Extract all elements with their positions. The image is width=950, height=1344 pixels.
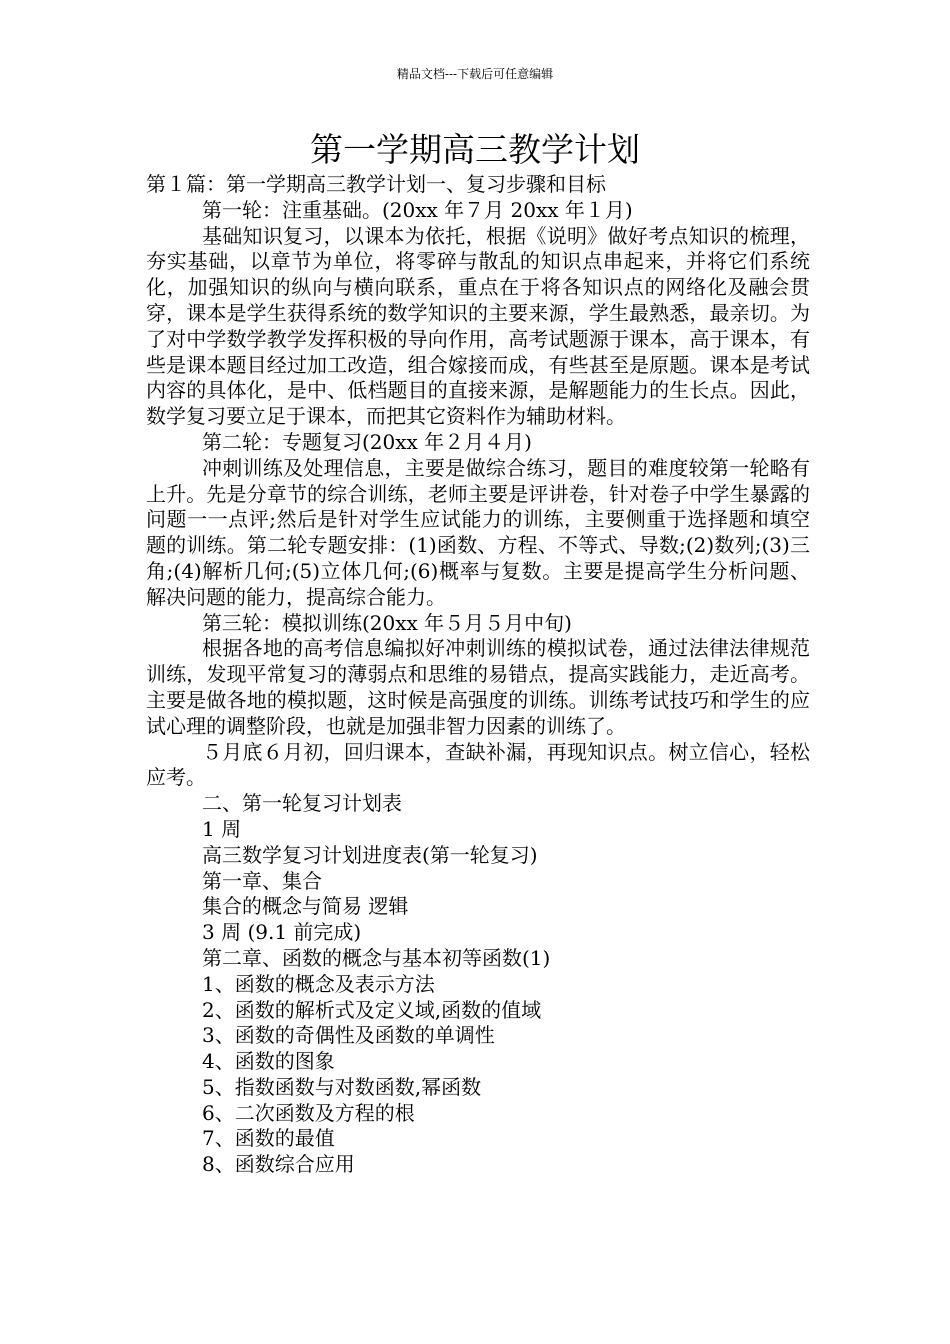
- chapter-heading: 第一章、集合: [202, 868, 322, 893]
- chapter-heading: 第二章、函数的概念与基本初等函数(1): [202, 945, 551, 970]
- list-item: 2、函数的解析式及定义域,函数的值域: [202, 997, 542, 1022]
- document-body: [146, 172, 810, 1178]
- round-2-paragraph: 冲刺训练及处理信息，主要是做综合练习，题目的难度较第一轮略有上升。先是分章节的综合训练，老师主要是评讲卷，针对卷子中学生暴露的问题一一点评;然后是针对学生应试能力的训练，主要侧重于选择题和填空题的训练。第二轮专题安排：(1)函数、方程、不等式、导数;(2)数列;(3)三角;(4)解析几何;(5)立体几何;(6)概率与复数。主要是提高学生分析问题、解决问题的能力，提高综合能力。: [146, 455, 810, 609]
- plan-heading: 二、第一轮复习计划表: [202, 791, 402, 816]
- plan-line: 3 周 (9.1 前完成): [202, 920, 362, 945]
- round-3-heading: 第三轮：模拟训练(20xx 年５月５月中旬): [202, 610, 572, 635]
- page-header: 精品文档---下载后可任意编辑: [396, 67, 554, 81]
- section-heading: 第１篇：第一学期高三教学计划一、复习步骤和目标: [146, 172, 606, 196]
- list-item: 6、二次函数及方程的根: [202, 1100, 415, 1125]
- list-item: 4、函数的图象: [202, 1049, 335, 1074]
- final-paragraph: ５月底６月初，回归课本，查缺补漏，再现知识点。树立信心，轻松应考。: [146, 739, 810, 790]
- plan-line: 1 周: [202, 816, 242, 841]
- list-item: 8、函数综合应用: [202, 1152, 355, 1177]
- list-item: 5、指数函数与对数函数,幂函数: [202, 1074, 482, 1099]
- list-item: 7、函数的最值: [202, 1126, 335, 1151]
- plan-line: 高三数学复习计划进度表(第一轮复习): [202, 842, 538, 867]
- list-item: 1、函数的概念及表示方法: [202, 971, 435, 996]
- list-item: 3、函数的奇偶性及函数的单调性: [202, 1023, 495, 1048]
- round-1-paragraph: 基础知识复习，以课本为依托，根据《说明》做好考点知识的梳理，夯实基础，以章节为单位，将零碎与散乱的知识点串起来，并将它们系统化，加强知识的纵向与横向联系，重点在于将各知识点的网络化及融会贯穿，课本是学生获得系统的数学知识的主要来源，学生最熟悉，最亲切。为了对中学数学教学发挥积极的导向作用，高考试题源于课本，高于课本，有些是课本题目经过加工改造，组合嫁接而成，有些甚至是原题。课本是考试内容的具体化，是中、低档题目的直接来源，是解题能力的生长点。因此，数学复习要立足于课本，而把其它资料作为辅助材料。: [146, 223, 810, 429]
- document-title: 第一学期高三教学计划: [310, 130, 640, 169]
- plan-line: 集合的概念与简易 逻辑: [202, 894, 409, 919]
- round-1-heading: 第一轮：注重基础。(20xx 年７月 20xx 年１月): [202, 197, 633, 222]
- round-2-heading: 第二轮：专题复习(20xx 年２月４月): [202, 429, 532, 454]
- round-3-paragraph: 根据各地的高考信息编拟好冲刺训练的模拟试卷，通过法律法律规范训练，发现平常复习的薄弱点和思维的易错点，提高实践能力，走近高考。主要是做各地的模拟题，这时候是高强度的训练。训练考试技巧和学生的应试心理的调整阶段，也就是加强非智力因素的训练了。: [146, 636, 810, 738]
